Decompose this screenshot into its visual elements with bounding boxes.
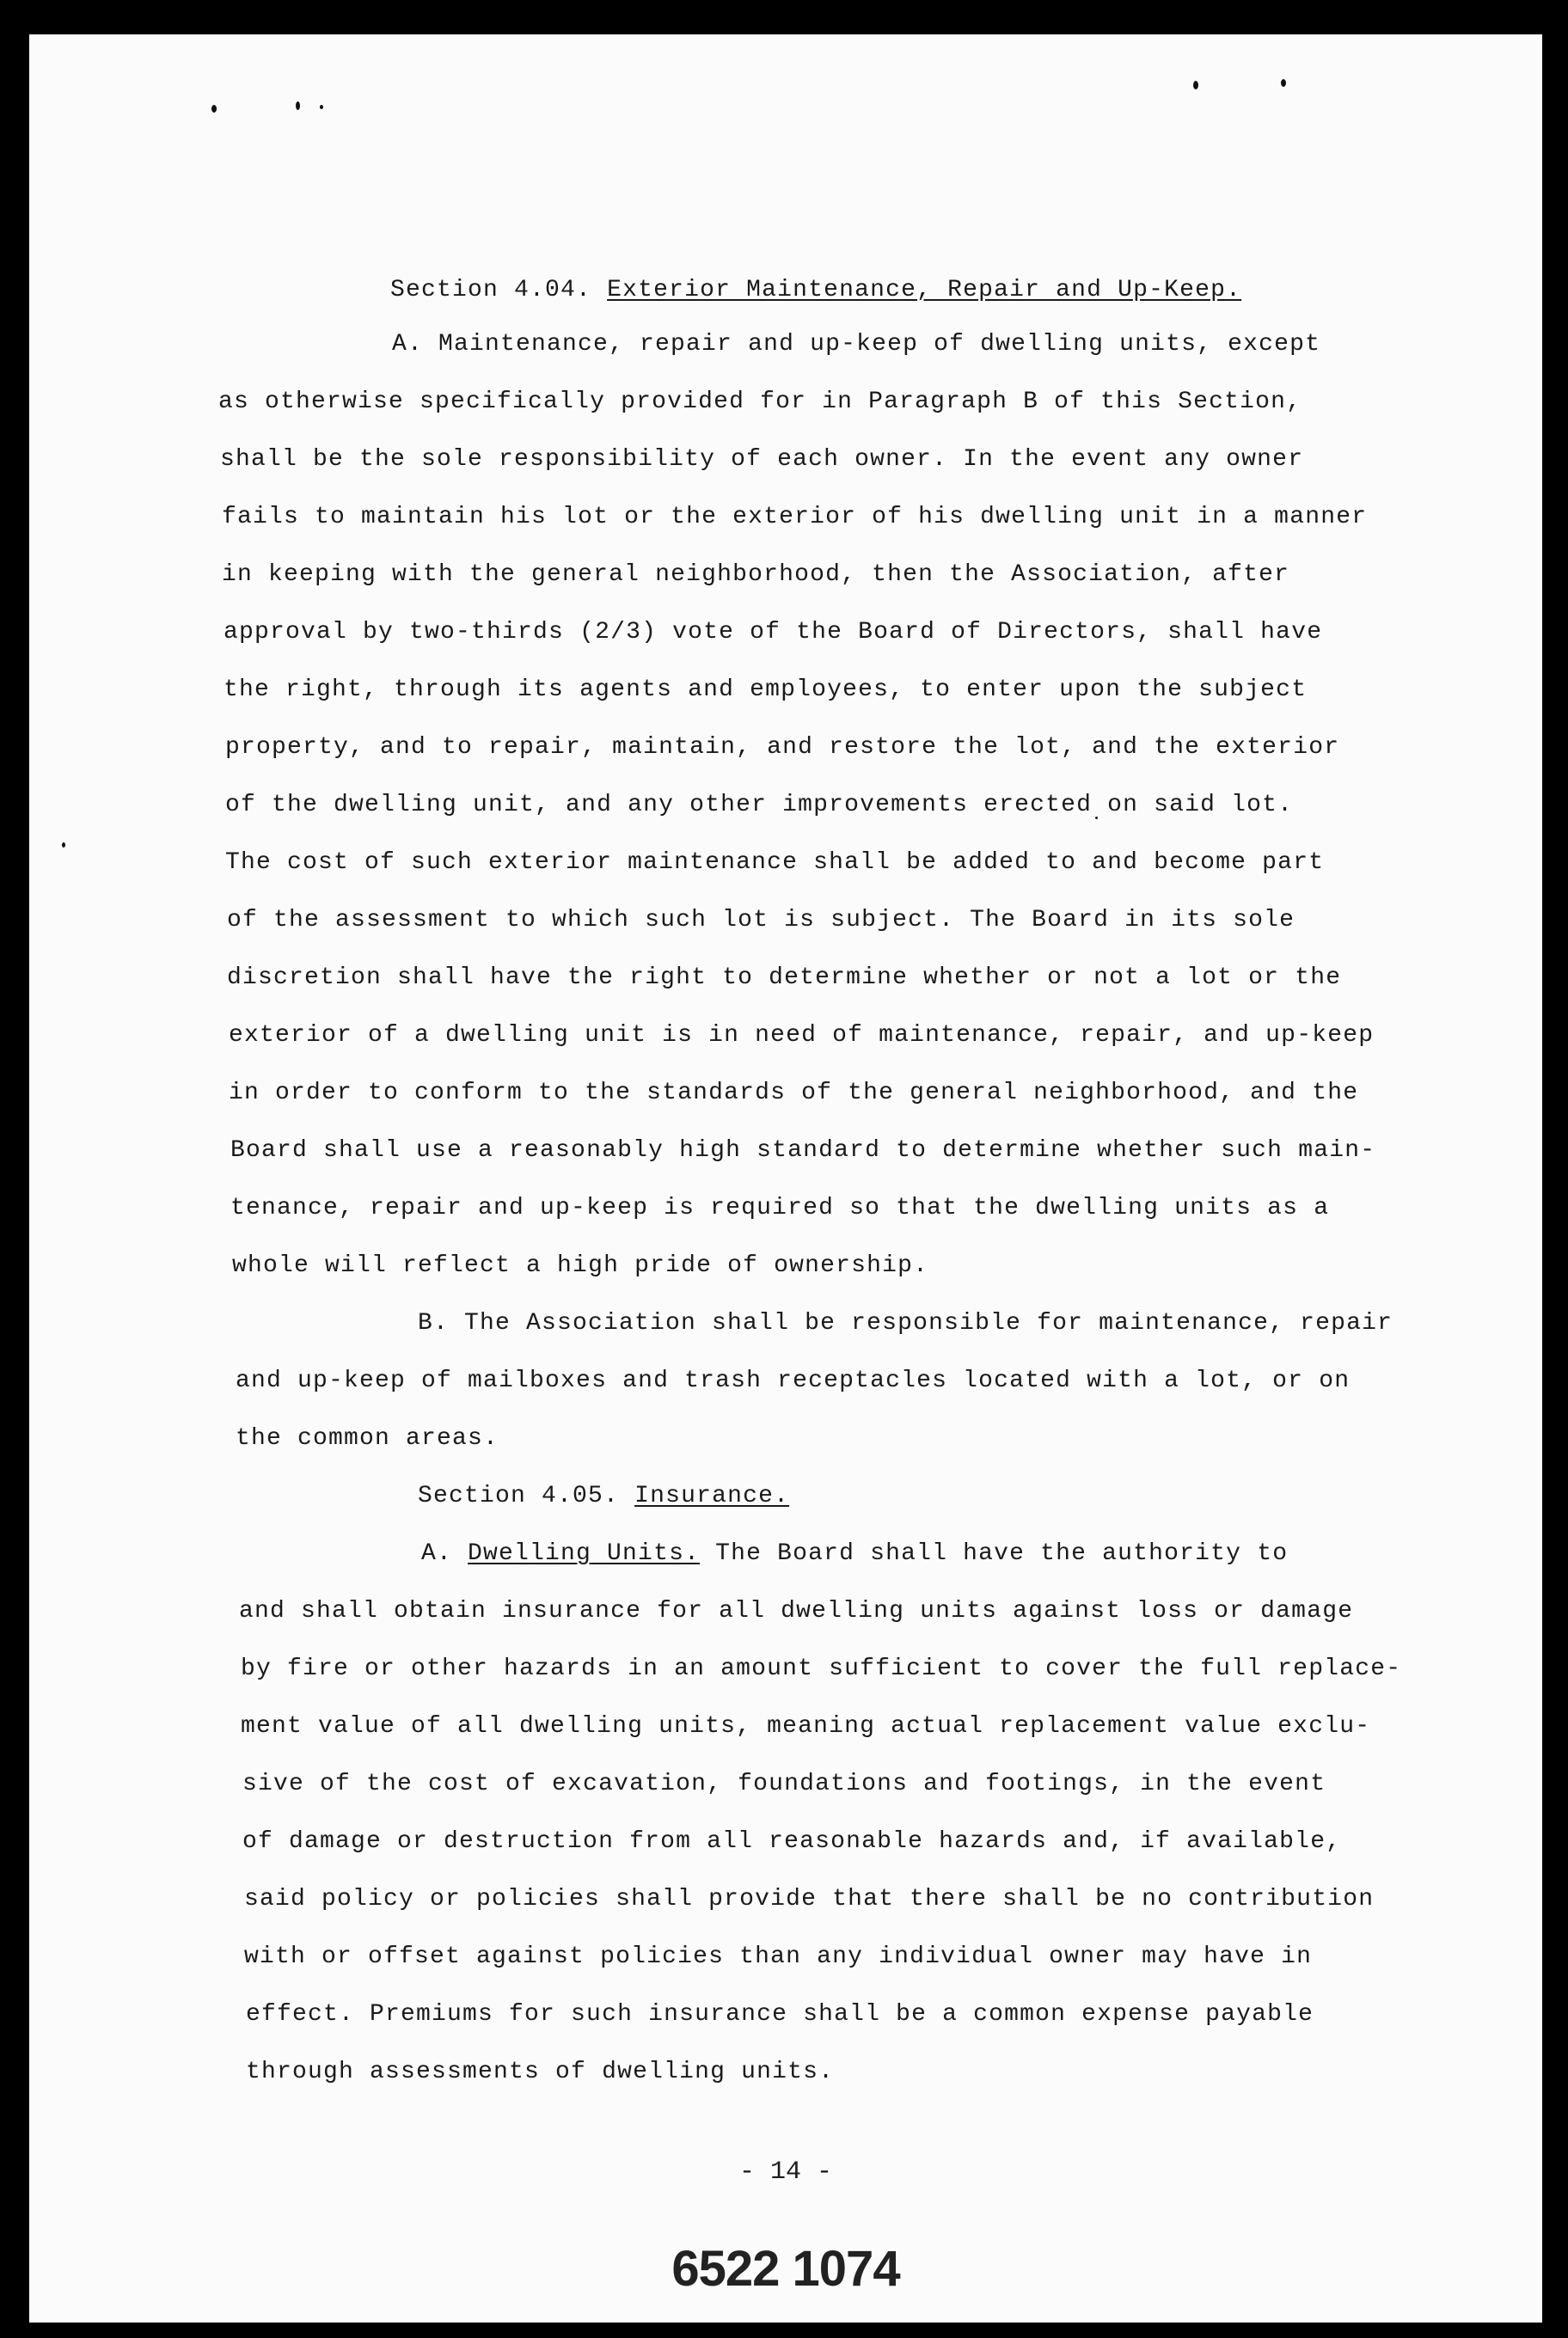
text-line: of damage or destruction from all reasonable hazards and, if available, [242, 1828, 1342, 1855]
text-line: by fire or other hazards in an amount sufficient to cover the full replace- [241, 1656, 1402, 1682]
text-line: approval by two-thirds (2/3) vote of the Board of Directors, shall have [224, 619, 1323, 646]
document-page [29, 34, 1542, 2323]
paragraph-label: A. [421, 1540, 453, 1567]
text-line: with or offset against policies than any individual owner may have in [244, 1943, 1313, 1970]
text-line: effect. Premiums for such insurance shall be a common expense payable [246, 2001, 1314, 2028]
page-number: - 14 - [738, 2157, 833, 2187]
text-line: tenance, repair and up-keep is required so that the dwelling units as a [230, 1195, 1330, 1221]
text-line: A. Maintenance, repair and up-keep of dwelling units, except [392, 331, 1321, 358]
text-line: in keeping with the general neighborhood, then the Association, after [222, 561, 1290, 588]
text-line: Board shall use a reasonably high standard to determine whether such main- [230, 1137, 1376, 1164]
text-line: exterior of a dwelling unit is in need of maintenance, repair, and up-keep [229, 1022, 1375, 1049]
text-line: discretion shall have the right to determine whether or not a lot or the [227, 964, 1342, 991]
paragraph-text: The Board shall have the authority to [715, 1540, 1289, 1567]
text-line: and up-keep of mailboxes and trash receptacles located with a lot, or on [236, 1368, 1351, 1394]
text-line: of the dwelling unit, and any other improvements erected on said lot. [225, 792, 1294, 818]
text-line: whole will reflect a high pride of ownership. [232, 1252, 929, 1279]
paragraph-subtitle: Dwelling Units. [468, 1540, 701, 1567]
text-line: shall be the sole responsibility of each owner. In the event any owner [220, 446, 1304, 473]
text-line: the common areas. [236, 1425, 499, 1452]
text-line: as otherwise specifically provided for in Paragraph B of this Section, [218, 389, 1302, 415]
text-line: sive of the cost of excavation, foundations and footings, in the event [242, 1771, 1326, 1797]
text-line: fails to maintain his lot or the exterior of his dwelling unit in a manner [222, 504, 1368, 530]
section-title: Exterior Maintenance, Repair and Up-Keep. [607, 277, 1242, 303]
text-line: B. The Association shall be responsible for maintenance, repair [418, 1310, 1393, 1337]
text-line: ment value of all dwelling units, meaning actual replacement value exclu- [241, 1713, 1371, 1740]
text-line: property, and to repair, maintain, and restore the lot, and the exterior [225, 734, 1340, 761]
text-line: through assessments of dwelling units. [246, 2059, 835, 2085]
text-line: The cost of such exterior maintenance shall be added to and become part [225, 849, 1325, 876]
text-line: of the assessment to which such lot is subject. The Board in its sole [227, 907, 1295, 933]
section-heading [418, 1483, 789, 1509]
section-title: Insurance. [634, 1483, 790, 1509]
document-body [29, 34, 1542, 2323]
section-number: Section 4.04. [390, 277, 592, 303]
text-line: in order to conform to the standards of the general neighborhood, and the [229, 1080, 1359, 1106]
text-line [421, 1540, 1288, 1567]
section-number: Section 4.05. [418, 1483, 620, 1509]
text-line: the right, through its agents and employees, to enter upon the subject [224, 676, 1308, 703]
document-id-stamp: 6522 1074 [671, 2241, 900, 2297]
text-line: said policy or policies shall provide that there shall be no contribution [244, 1886, 1375, 1913]
section-heading [390, 277, 1241, 303]
text-line: and shall obtain insurance for all dwelling units against loss or damage [239, 1598, 1354, 1625]
